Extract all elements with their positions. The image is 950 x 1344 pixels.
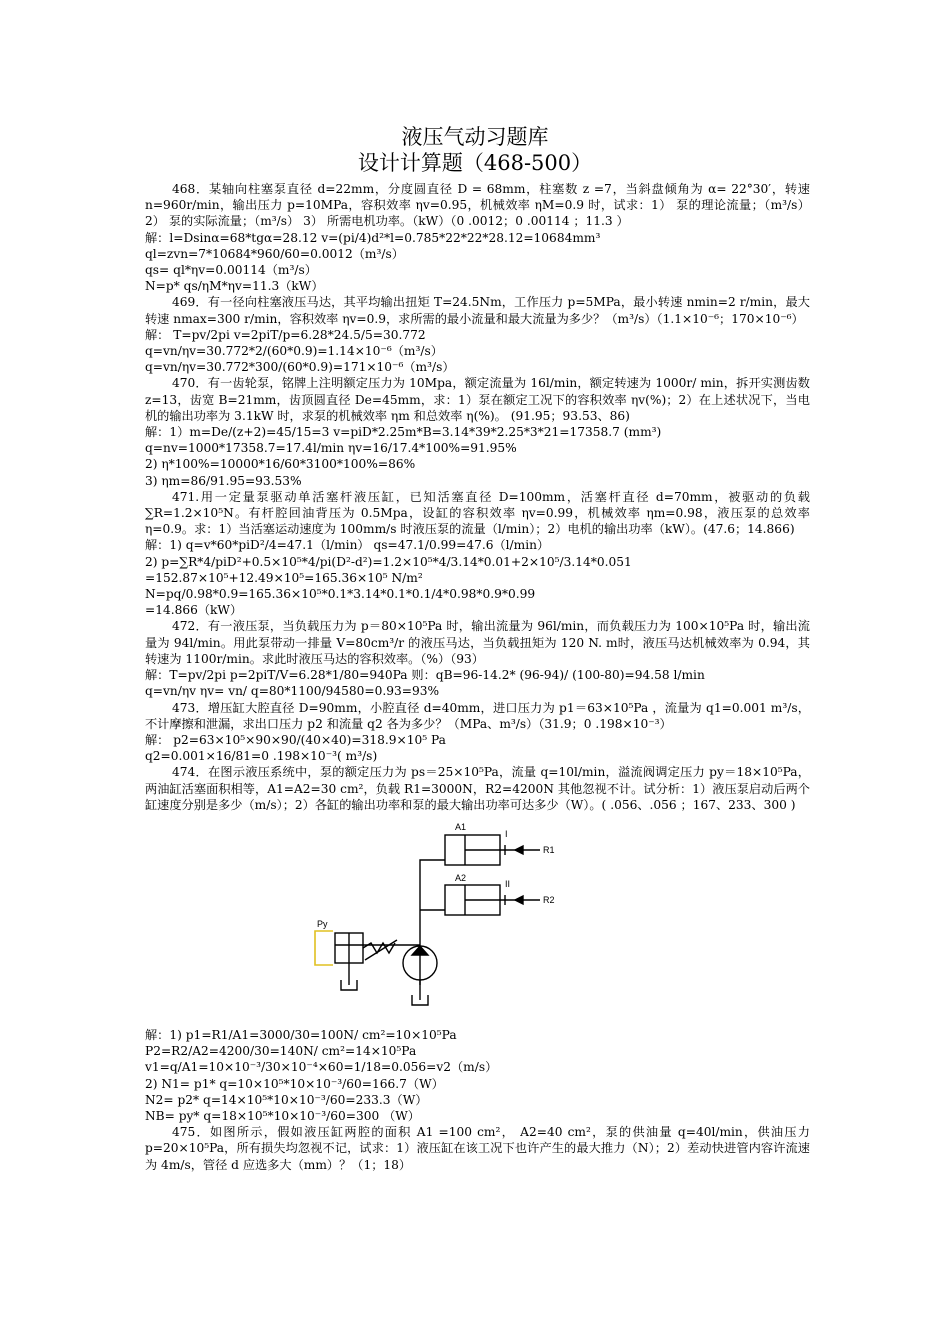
paragraph: 解：1) p1=R1/A1=3000/30=100N/ cm²=10×10⁵Pa — [145, 1027, 457, 1042]
paragraph: 475．如图所示，假如液压缸两腔的面积 A1 =100 cm²， A2=40 cm²，泵的供油量 q=40l/min，供油压力 p=20×10⁵Pa，所有损失均忽视不记，试求：1）液压缸在该工况下也许产生的最大推力（N）；2）差动快进管内容许流速为 4m/s，管径 d 应选多大（mm）？（1；18） — [145, 1125, 810, 1172]
paragraph: 469．有一径向柱塞液压马达，其平均输出扭矩 T=24.5Nm，工作压力 p=5MPa，最小转速 nmin=2 r/min，最大转速 nmax=300 r/min，容积效率 ηv=0.9，求所需的最小流量和最大流量为多少？（m³/s）（1.1×10⁻⁶；170×10⁻⁶） — [145, 295, 810, 326]
paragraph: 473．增压缸大腔直径 D=90mm，小腔直径 d=40mm，进口压力为 p1＝63×10⁵Pa ，流量为 q1=0.001 m³/s，不计摩擦和泄漏，求出口压力 p2 和流量 q2 各为多少？（MPa、m³/s）（31.9；0 .198×10⁻³） — [145, 700, 810, 731]
section-title: 设计计算题（468-500） — [357, 151, 593, 175]
label-r1: R1 — [543, 844, 555, 855]
paragraph: q2=0.001×16/81=0 .198×10⁻³( m³/s) — [145, 749, 378, 764]
paragraph: qs= ql*ηv=0.00114（m³/s） — [145, 263, 317, 278]
paragraph: 解： T=pv/2pi v=2piT/p=6.28*24.5/5=30.772 — [145, 327, 426, 342]
paragraph: 解：l=Dsinα=68*tgα=28.12 v=(pi/4)d²*l=0.785*22*22*28.12=10684mm³ — [145, 230, 601, 245]
paragraph: 2) p=∑R*4/piD²+0.5×10⁵*4/pi(D²-d²)=1.2×10⁵*4/3.14*0.01+2×10⁵/3.14*0.051 — [145, 554, 632, 569]
paragraph: 2) η*100%=10000*16/60*3100*100%=86% — [145, 457, 416, 472]
paragraph: ql=zvn=7*10684*960/60=0.0012（m³/s） — [145, 246, 404, 261]
paragraph: 解：1）m=De/(z+2)=45/15=3 v=piD*2.25m*B=3.14*39*2.25*3*21=17358.7 (mm³) — [145, 425, 662, 440]
hydraulic-circuit-diagram — [145, 815, 810, 1025]
document-title: 液压气动习题库 — [401, 125, 549, 149]
paragraph: N2= p2* q=14×10⁵*10×10⁻³/60=233.3（W） — [145, 1092, 428, 1107]
paragraph: 471.用一定量泵驱动单活塞杆液压缸，已知活塞直径 D=100mm，活塞杆直径 d=70mm，被驱动的负载 ∑R=1.2×10⁵N。有杆腔回油背压为 0.5Mpa，设缸的容积效率 ηv=0.99，机械效率 ηm=0.98，液压泵的总效率 η=0.9。求：1）当活塞运动速度为 100mm/s 时液压泵的流量（l/min）；2）电机的输出功率（kW）。(47.6；14.866) — [145, 489, 810, 537]
problems-part-1 — [145, 181, 810, 813]
paragraph: =14.866（kW） — [145, 603, 243, 618]
label-a1: A1 — [455, 821, 467, 832]
paragraph: 470．有一齿轮泵，铭牌上注明额定压力为 10Mpa，额定流量为 16l/min，额定转速为 1000r/ min，拆开实测齿数 z=13，齿宽 B=21mm，齿顶圆直径 De=45mm，求：1）泵在额定工况下的容积效率 ηv(%)；2）在上述状况下，当电机的输出功率为 3.1kW 时，求泵的机械效率 ηm 和总效率 η(%)。 (91.95；93.53、86) — [145, 376, 810, 423]
paragraph: 3) ηm=86/91.95=93.53% — [145, 473, 302, 488]
label-cyl-2: II — [505, 878, 511, 889]
paragraph: P2=R2/A2=4200/30=140N/ cm²=14×10⁵Pa — [145, 1044, 417, 1059]
label-r2: R2 — [543, 894, 555, 905]
paragraph: q=vn/ηv ηv= vn/ q=80*1100/94580=0.93=93% — [145, 684, 440, 699]
hydraulic-circuit-svg — [305, 815, 625, 1025]
label-py: Py — [317, 918, 328, 929]
paragraph: 474．在图示液压系统中，泵的额定压力为 ps＝25×10⁵Pa，流量 q=10l/min，溢流阀调定压力 py＝18×10⁵Pa，两油缸活塞面积相等，A1=A2=30 cm²，负载 R1=3000N，R2=4200N 其他忽视不计。试分析：1）液压泵启动后两个缸速度分别是多少（m/s）；2）各缸的输出功率和泵的最大输出功率可达多少（W）。( .056、.056 ；167、233、300 ) — [145, 765, 810, 812]
paragraph: q=nv=1000*17358.7=17.4l/min ηv=16/17.4*100%=91.95% — [145, 441, 517, 456]
paragraph: 解： p2=63×10⁵×90×90/(40×40)=318.9×10⁵ Pa — [145, 732, 446, 747]
paragraph: 472．有一液压泵，当负载压力为 p＝80×10⁵Pa 时，输出流量为 96l/min，而负载压力为 100×10⁵Pa 时，输出流量为 94l/min。用此泵带动一排量 V=80cm³/r 的液压马达，当负载扭矩为 120 N. m时，液压马达机械效率为 0.94，其转速为 1100r/min。求此时液压马达的容积效率。（%）（93） — [145, 619, 810, 666]
paragraph: v1=q/A1=10×10⁻³/30×10⁻⁴×60=1/18=0.056=v2（m/s） — [145, 1060, 498, 1075]
label-a2: A2 — [455, 872, 467, 883]
paragraph: =152.87×10⁵+12.49×10⁵=165.36×10⁵ N/m² — [145, 570, 423, 585]
paragraph: NB= py* q=18×10⁵*10×10⁻³/60=300 （W） — [145, 1108, 420, 1123]
paragraph: N=p* qs/ηM*ηv=11.3（kW） — [145, 279, 324, 294]
label-cyl-1: I — [505, 828, 508, 839]
paragraph: 解：T=pv/2pi p=2piT/V=6.28*1/80=940Pa 则：qB=96-14.2* (96-94)/ (100-80)=94.58 l/min — [145, 668, 705, 683]
paragraph: q=vn/ηv=30.772*2/(60*0.9)=1.14×10⁻⁶（m³/s） — [145, 344, 443, 359]
paragraph: 2) N1= p1* q=10×10⁵*10×10⁻³/60=166.7（W） — [145, 1076, 444, 1091]
paragraph: 468．某轴向柱塞泵直径 d=22mm，分度圆直径 D = 68mm，柱塞数 z =7，当斜盘倾角为 α= 22°30′，转速 n=960r/min，输出压力 p=10MPa，容积效率 ηv=0.95，机械效率 ηM=0.9 时，试求：1） 泵的理论流量；（m³/s） 2） 泵的实际流量；（m³/s） 3） 所需电机功率。（kW）（0 .0012；0 .00114 ；11.3 ） — [145, 182, 810, 229]
document-body — [145, 181, 810, 1173]
paragraph: q=vn/ηv=30.772*300/(60*0.9)=171×10⁻⁶（m³/s） — [145, 360, 455, 375]
problems-part-2 — [145, 1027, 810, 1173]
paragraph: N=pq/0.98*0.9=165.36×10⁵*0.1*3.14*0.1*0.1/4*0.98*0.9*0.99 — [145, 587, 536, 602]
paragraph: 解：1) q=v*60*piD²/4=47.1（l/min） qs=47.1/0.99=47.6（l/min） — [145, 538, 550, 553]
